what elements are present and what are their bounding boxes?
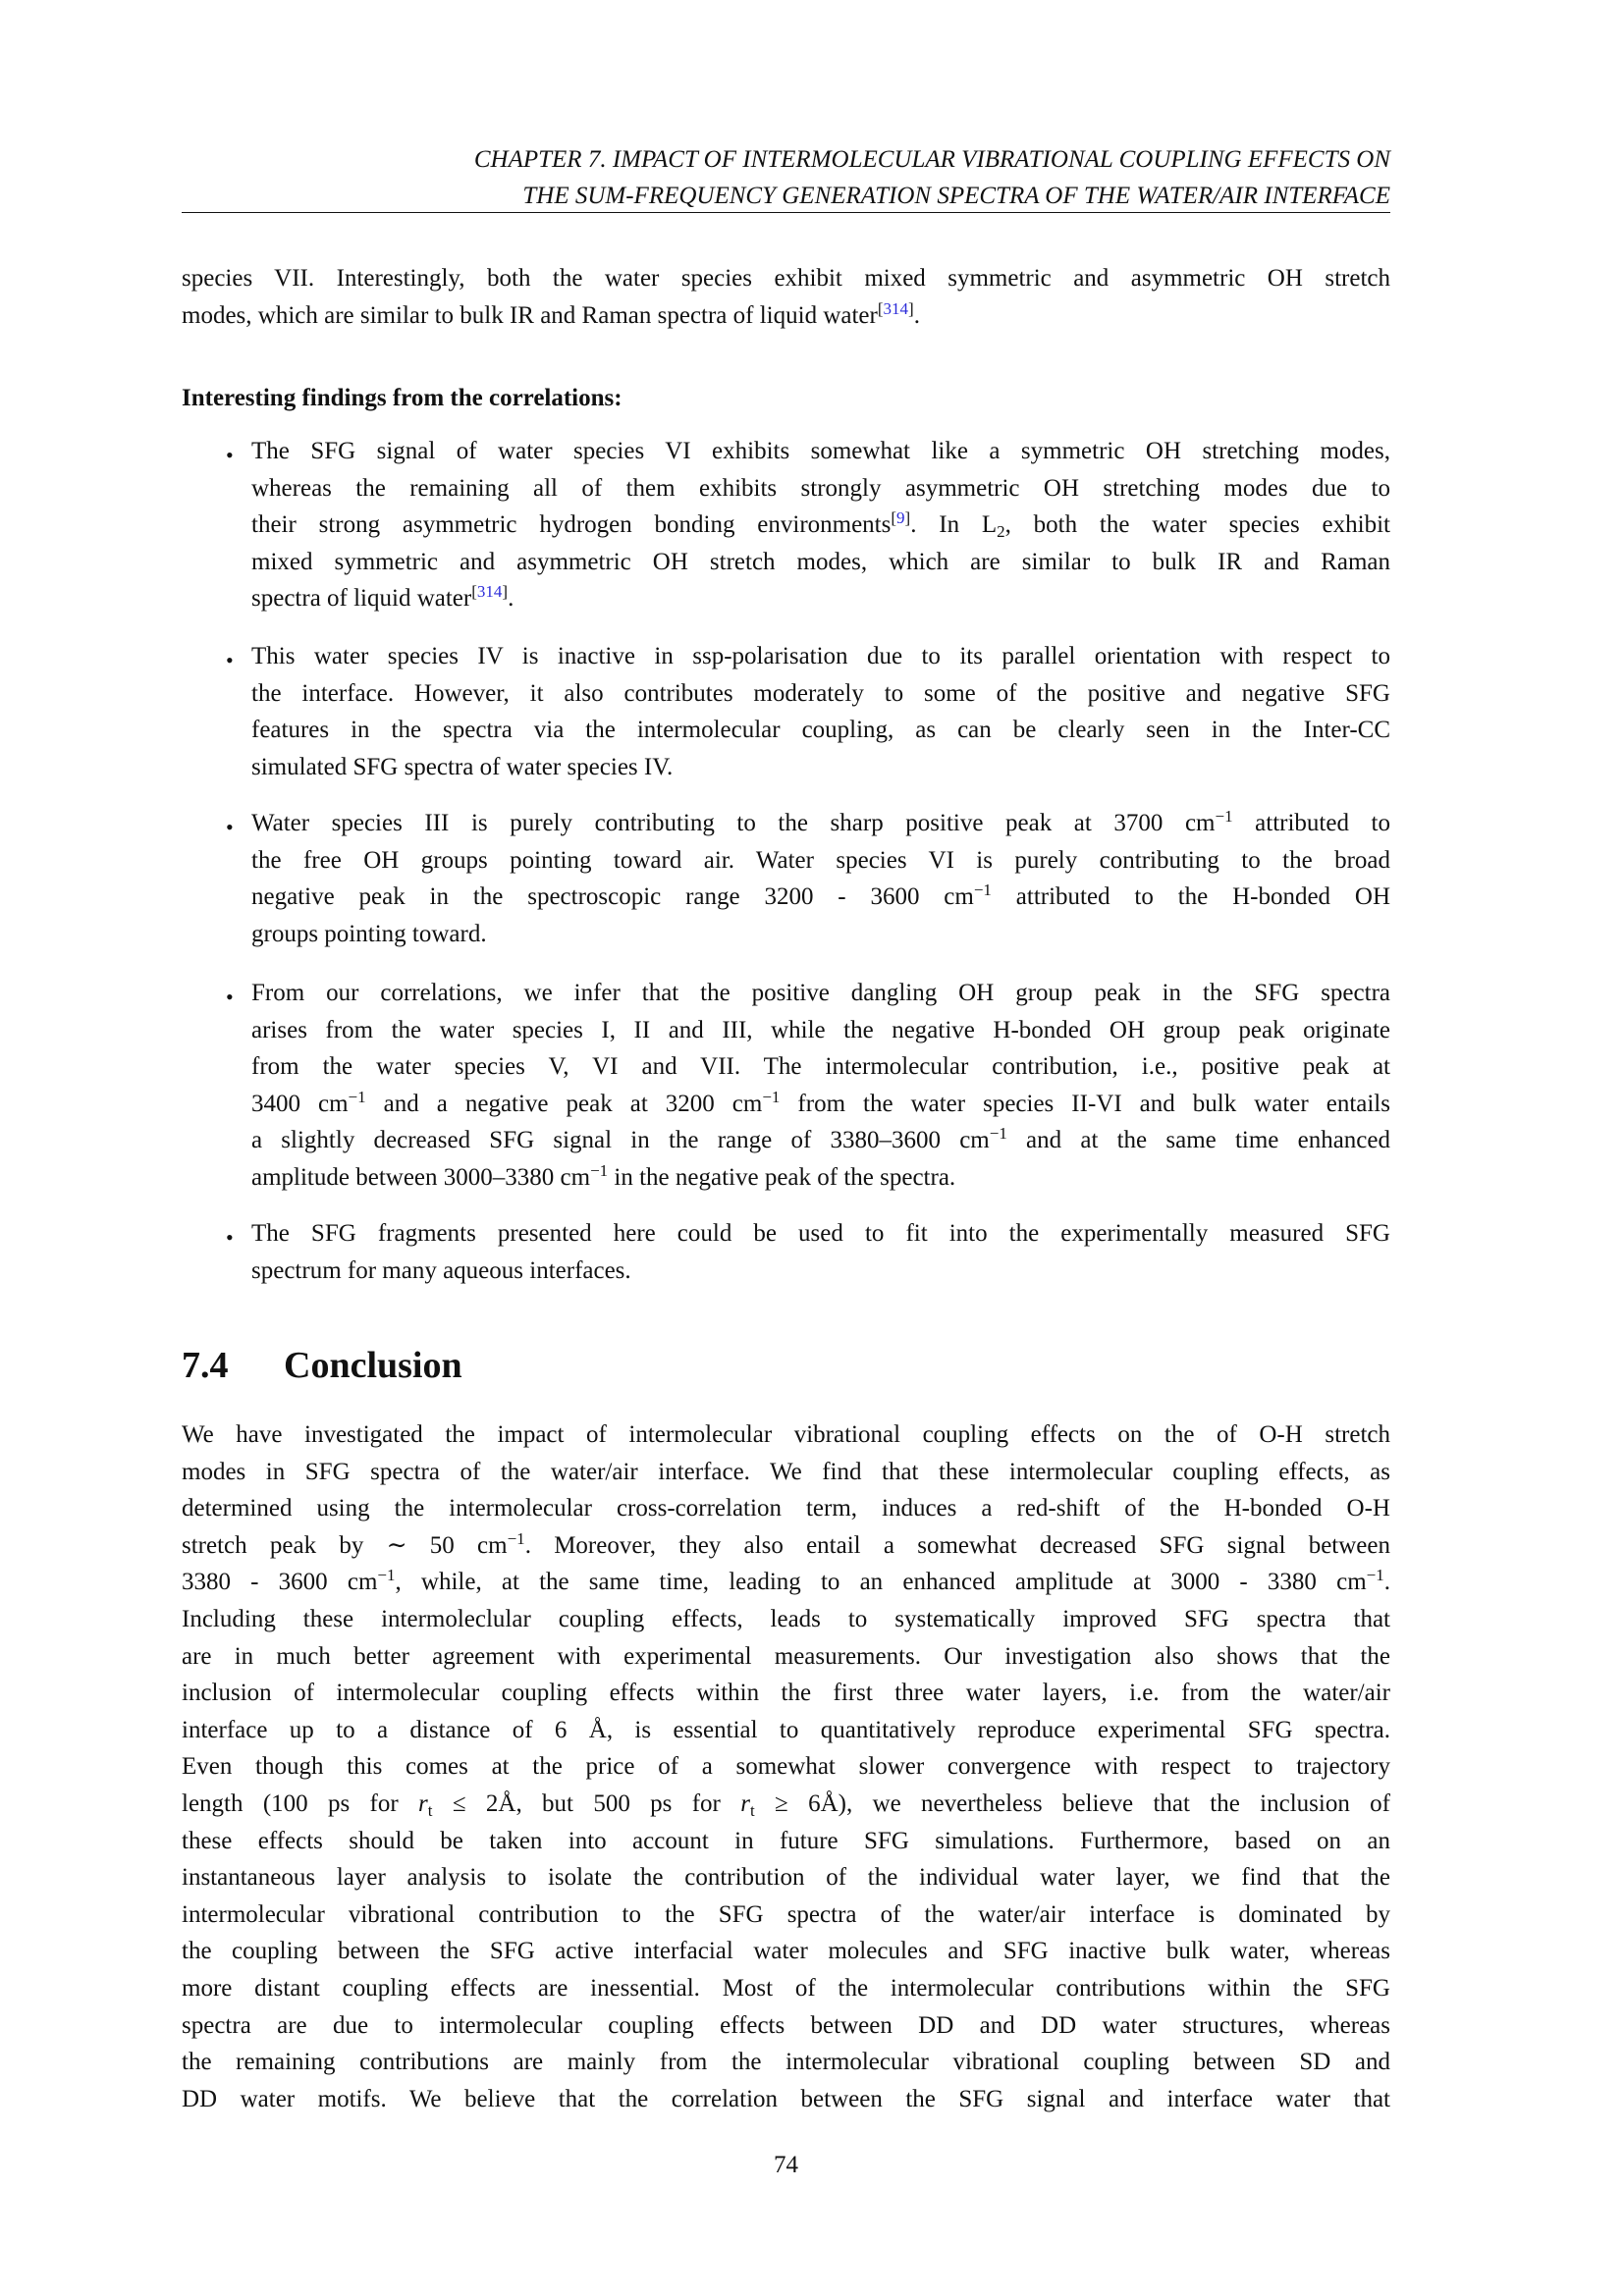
text-run: instantaneous layer analysis to isolate the contribution of the individual water layer, we find that the <box>182 1864 1390 1892</box>
text-line <box>251 1159 1390 1197</box>
header-rule <box>182 212 1390 213</box>
text-run: ≥ 6Å), we nevertheless believe that the inclusion of <box>754 1789 1390 1817</box>
superscript: −1 <box>348 1087 366 1106</box>
citation-link[interactable]: 9 <box>896 508 905 528</box>
text-run: the coupling between the SFG active interfacial water molecules and SFG inactive bulk water, whereas <box>182 1938 1390 1965</box>
text-run: . In L <box>910 511 998 539</box>
text-line <box>182 1416 1390 1454</box>
text-run: , while, at the same time, leading to an enhanced amplitude at 3000 - 3380 cm <box>395 1569 1367 1596</box>
text-line <box>251 1122 1390 1159</box>
text-line <box>182 1970 1390 2007</box>
text-line <box>251 1048 1390 1086</box>
text-line <box>182 1638 1390 1676</box>
text-line <box>182 2007 1390 2045</box>
text-run: simulated SFG spectra of water species IV. <box>251 753 674 780</box>
text-line <box>182 2044 1390 2081</box>
text-line <box>251 712 1390 749</box>
text-run: a slightly decreased SFG signal in the range of 3380–3600 cm <box>251 1127 990 1154</box>
superscript: ] <box>908 298 914 318</box>
text-line <box>251 1253 1390 1290</box>
section-number: 7.4 <box>182 1345 229 1386</box>
text-run: more distant coupling effects are inessential. Most of the intermolecular contributions within the SFG <box>182 1974 1390 2002</box>
bullet-icon: • <box>226 815 234 839</box>
text-line <box>251 1086 1390 1123</box>
text-run: spectra of liquid water <box>251 585 472 613</box>
text-run: 3400 cm <box>251 1090 349 1117</box>
bullet-icon: • <box>226 443 234 467</box>
text-line <box>182 297 1390 335</box>
text-run: From our correlations, we infer that the positive dangling OH group peak in the SFG spectra <box>251 980 1390 1006</box>
text-line <box>251 507 1390 544</box>
text-run: features in the spectra via the intermolecular coupling, as can be clearly seen in the Inter-CC <box>251 717 1390 744</box>
text-line <box>251 1215 1390 1253</box>
text-run: groups pointing toward. <box>251 920 487 947</box>
text-run: . <box>913 301 920 329</box>
bullet-item <box>226 638 1390 785</box>
text-run: interface up to a distance of 6 Å, is essential to quantitatively reproduce experimental SFG spectra. <box>182 1716 1390 1743</box>
text-run: are in much better agreement with experimental measurements. Our investigation also shows that the <box>182 1642 1390 1670</box>
text-line <box>182 1859 1390 1896</box>
superscript: [ <box>891 508 897 528</box>
text-run: spectra are due to intermolecular coupling effects between DD and DD water structures, whereas <box>182 2011 1390 2039</box>
superscript: −1 <box>377 1566 396 1585</box>
text-run: . Moreover, they also entail a somewhat decreased SFG signal between <box>524 1531 1390 1559</box>
text-run: arises from the water species I, II and III, while the negative H-bonded OH group peak originate <box>251 1016 1390 1043</box>
text-line <box>251 544 1390 581</box>
text-line <box>251 675 1390 713</box>
text-line <box>251 1012 1390 1049</box>
text-run: stretch peak by ∼ 50 cm <box>182 1531 508 1559</box>
bullet-icon: • <box>226 648 234 672</box>
superscript: ] <box>904 508 911 528</box>
text-line <box>182 1564 1390 1601</box>
text-run: attributed to <box>1232 810 1390 836</box>
text-run: negative peak in the spectroscopic range 3200 - 3600 cm <box>251 883 974 911</box>
running-header-line-2: THE SUM-FREQUENCY GENERATION SPECTRA OF THE WATER/AIR INTERFACE <box>522 183 1390 209</box>
text-run: the interface. However, it also contributes moderately to some of the positive and negative SFG <box>251 679 1390 707</box>
text-run: Water species III is purely contributing to the sharp positive peak at 3700 cm <box>251 810 1216 836</box>
bullet-item <box>226 805 1390 952</box>
text-run: inclusion of intermolecular coupling effects within the first three water layers, i.e. from the water/air <box>182 1680 1390 1707</box>
paragraph <box>182 1416 1390 2117</box>
text-run: spectrum for many aqueous interfaces. <box>251 1256 631 1284</box>
text-line <box>182 1601 1390 1638</box>
text-run: species VII. Interestingly, both the water species exhibit mixed symmetric and asymmetric OH stretch <box>182 265 1390 292</box>
math-variable: r <box>418 1789 428 1817</box>
superscript: [ <box>471 582 477 602</box>
text-line <box>182 2081 1390 2118</box>
text-line <box>251 638 1390 675</box>
text-line <box>251 805 1390 842</box>
text-run: from the water species V, VI and VII. The intermolecular contribution, i.e., positive peak at <box>251 1053 1390 1081</box>
text-run: Including these intermoleclular coupling effects, leads to systematically improved SFG spectra that <box>182 1605 1390 1632</box>
superscript: −1 <box>590 1160 609 1180</box>
text-run: intermolecular vibrational contribution to the SFG spectra of the water/air interface is dominated by <box>182 1900 1390 1928</box>
section-title: Conclusion <box>284 1345 462 1386</box>
subheading: Interesting findings from the correlations: <box>182 385 623 411</box>
subscript: 2 <box>997 522 1005 542</box>
bullet-item <box>226 1215 1390 1289</box>
text-line <box>251 975 1390 1012</box>
text-line <box>251 916 1390 953</box>
text-line <box>251 433 1390 470</box>
superscript: −1 <box>1215 807 1233 826</box>
text-line <box>182 1823 1390 1860</box>
superscript: −1 <box>973 881 992 900</box>
text-run: DD water motifs. We believe that the correlation between the SFG signal and interface water that <box>182 2085 1390 2112</box>
text-run: Even though this comes at the price of a somewhat slower convergence with respect to trajectory <box>182 1753 1390 1781</box>
text-run: their strong asymmetric hydrogen bonding environments <box>251 511 892 539</box>
superscript: [ <box>877 298 884 318</box>
superscript: −1 <box>762 1087 781 1106</box>
text-run: , both the water species exhibit <box>1004 511 1390 539</box>
text-run: ≤ 2Å, but 500 ps for <box>432 1789 741 1817</box>
citation-link[interactable]: 314 <box>476 582 503 602</box>
text-run: in the negative peak of the spectra. <box>608 1163 956 1191</box>
text-line <box>182 1454 1390 1491</box>
paragraph <box>182 260 1390 334</box>
text-run: and a negative peak at 3200 cm <box>365 1090 763 1117</box>
text-run: amplitude between 3000–3380 cm <box>251 1163 591 1191</box>
text-run: 3380 - 3600 cm <box>182 1569 378 1596</box>
text-run: length (100 ps for <box>182 1789 419 1817</box>
subscript: t <box>749 1800 755 1820</box>
text-run: from the water species II-VI and bulk water entails <box>780 1090 1390 1117</box>
text-line <box>182 1786 1390 1823</box>
subscript: t <box>427 1800 433 1820</box>
superscript: −1 <box>1366 1566 1384 1585</box>
text-run: whereas the remaining all of them exhibits strongly asymmetric OH stretching modes due to <box>251 474 1390 502</box>
text-line <box>182 1896 1390 1934</box>
math-variable: r <box>740 1789 750 1817</box>
text-run: mixed symmetric and asymmetric OH stretch modes, which are similar to bulk IR and Raman <box>251 548 1390 575</box>
text-line <box>251 470 1390 507</box>
text-run: determined using the intermolecular cross-correlation term, induces a red-shift of the H-bonded O-H <box>182 1495 1390 1522</box>
text-line <box>251 749 1390 786</box>
bullet-item <box>226 975 1390 1197</box>
text-line <box>251 879 1390 916</box>
text-run: . <box>508 585 514 613</box>
text-run: these effects should be taken into account in future SFG simulations. Furthermore, based on an <box>182 1827 1390 1854</box>
bullet-icon: • <box>226 1225 234 1250</box>
superscript: −1 <box>507 1528 525 1548</box>
text-run: modes, which are similar to bulk IR and Raman spectra of liquid water <box>182 301 878 329</box>
running-header-line-1: CHAPTER 7. IMPACT OF INTERMOLECULAR VIBRATIONAL COUPLING EFFECTS ON <box>473 146 1390 173</box>
text-run: . <box>1383 1569 1390 1596</box>
text-line <box>182 1490 1390 1527</box>
text-run: This water species IV is inactive in ssp-polarisation due to its parallel orientation with respect to <box>251 643 1390 669</box>
text-run: and at the same time enhanced <box>1006 1127 1390 1154</box>
superscript: −1 <box>989 1124 1007 1144</box>
bullet-icon: • <box>226 985 234 1009</box>
text-line <box>251 580 1390 617</box>
superscript: ] <box>502 582 509 602</box>
text-run: the remaining contributions are mainly from the intermolecular vibrational coupling between SD and <box>182 2049 1390 2076</box>
text-line <box>182 1712 1390 1749</box>
text-run: attributed to the H-bonded OH <box>991 883 1390 911</box>
text-run: The SFG signal of water species VI exhibits somewhat like a symmetric OH stretching modes, <box>251 438 1390 464</box>
text-line <box>182 1748 1390 1786</box>
citation-link[interactable]: 314 <box>883 298 909 318</box>
bullet-item <box>226 433 1390 617</box>
text-line <box>182 1527 1390 1565</box>
text-line <box>251 842 1390 880</box>
text-run: We have investigated the impact of intermolecular vibrational coupling effects on the of O-H stretch <box>182 1421 1390 1448</box>
text-line <box>182 1933 1390 1970</box>
text-run: The SFG fragments presented here could be used to fit into the experimentally measured SFG <box>251 1220 1390 1247</box>
text-run: the free OH groups pointing toward air. Water species VI is purely contributing to the broad <box>251 846 1390 874</box>
page-number: 74 <box>774 2152 798 2178</box>
text-run: modes in SFG spectra of the water/air interface. We find that these intermolecular coupling effects, as <box>182 1458 1390 1485</box>
text-line <box>182 260 1390 297</box>
text-line <box>182 1675 1390 1712</box>
